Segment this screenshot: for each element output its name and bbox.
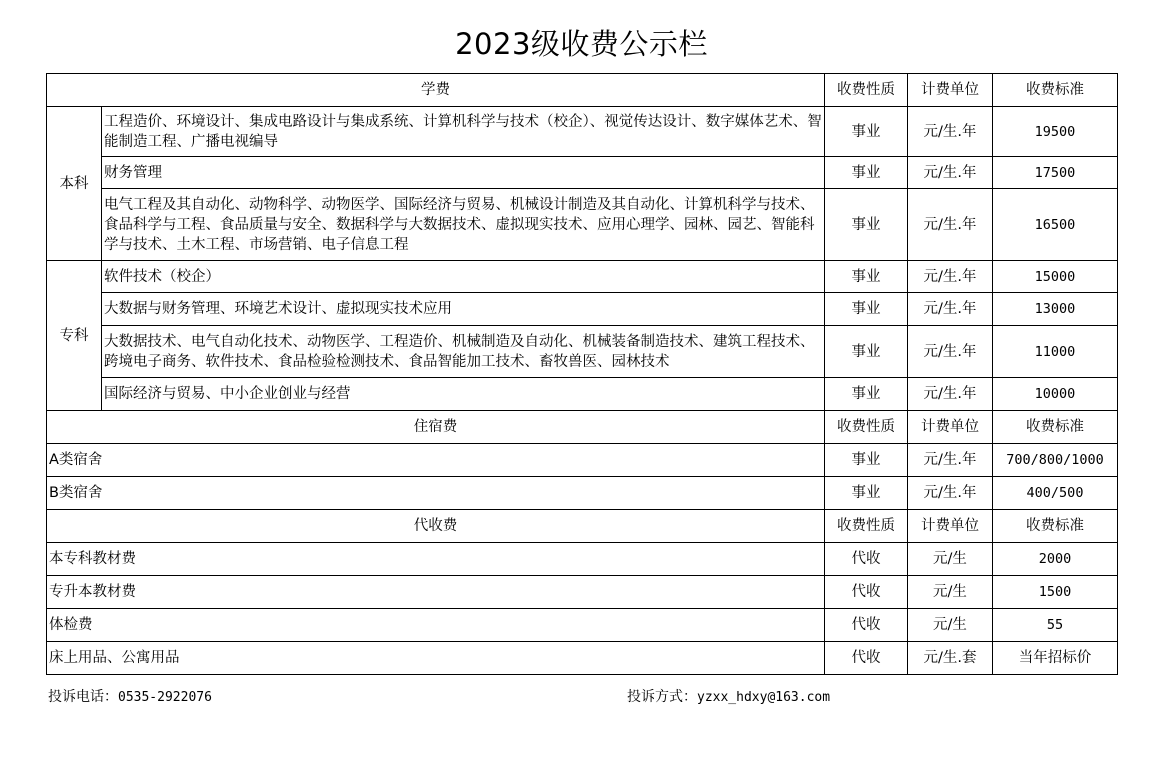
item-name: 床上用品、公寓用品 [47, 642, 825, 675]
fee-nature: 代收 [825, 609, 908, 642]
fee-unit: 元/生.年 [908, 157, 993, 189]
header-nature: 收费性质 [825, 74, 908, 107]
fee-nature: 代收 [825, 576, 908, 609]
program-names: 电气工程及其自动化、动物科学、动物医学、国际经济与贸易、机械设计制造及其自动化、计算机科学与技术、食品科学与工程、食品质量与安全、数据科学与大数据技术、虚拟现实技术、应用心理学、园林、园艺、智能科学与技术、土木工程、市场营销、电子信息工程 [102, 189, 825, 261]
fee-nature: 事业 [825, 189, 908, 261]
item-name: A类宿舍 [47, 444, 825, 477]
fee-nature: 事业 [825, 157, 908, 189]
table-row [47, 293, 1118, 326]
program-names: 软件技术（校企） [102, 261, 825, 293]
item-name: 本专科教材费 [47, 543, 825, 576]
accommodation-header-row [47, 411, 1118, 444]
header-nature: 收费性质 [825, 510, 908, 543]
fee-unit: 元/生.年 [908, 189, 993, 261]
table-row [47, 609, 1118, 642]
fee-amount: 10000 [993, 378, 1118, 411]
program-names: 大数据技术、电气自动化技术、动物医学、工程造价、机械制造及自动化、机械装备制造技术、建筑工程技术、跨境电子商务、软件技术、食品检验检测技术、食品智能加工技术、畜牧兽医、园林技术 [102, 326, 825, 378]
fee-amount: 700/800/1000 [993, 444, 1118, 477]
fee-unit: 元/生 [908, 609, 993, 642]
complaint-phone [48, 687, 212, 708]
header-unit: 计费单位 [908, 411, 993, 444]
complaint-method [627, 687, 830, 708]
agency-header-label: 代收费 [47, 510, 825, 543]
fee-amount: 1500 [993, 576, 1118, 609]
complaint-phone-number: 0535-2922076 [118, 690, 212, 705]
header-fee: 收费标准 [993, 74, 1118, 107]
fee-nature: 事业 [825, 444, 908, 477]
table-row [47, 543, 1118, 576]
fee-unit: 元/生.年 [908, 378, 993, 411]
table-row [47, 157, 1118, 189]
group-label-undergraduate: 本科 [47, 107, 102, 261]
fee-nature: 事业 [825, 261, 908, 293]
complaint-phone-label: 投诉电话： [48, 689, 118, 705]
header-unit: 计费单位 [908, 510, 993, 543]
fee-unit: 元/生.年 [908, 477, 993, 510]
fee-unit: 元/生.年 [908, 444, 993, 477]
tuition-header-row [47, 74, 1118, 107]
fee-amount: 400/500 [993, 477, 1118, 510]
complaint-email: yzxx_hdxy@163.com [697, 690, 831, 705]
table-row [47, 378, 1118, 411]
fee-unit: 元/生.年 [908, 261, 993, 293]
fee-unit: 元/生.年 [908, 107, 993, 157]
fee-unit: 元/生 [908, 543, 993, 576]
fee-amount: 16500 [993, 189, 1118, 261]
fee-unit: 元/生.年 [908, 293, 993, 326]
table-row [47, 642, 1118, 675]
item-name: 专升本教材费 [47, 576, 825, 609]
table-row [47, 576, 1118, 609]
fee-unit: 元/生.套 [908, 642, 993, 675]
complaint-method-label: 投诉方式： [627, 689, 697, 705]
fee-amount: 11000 [993, 326, 1118, 378]
table-row [47, 107, 1118, 157]
fee-nature: 事业 [825, 378, 908, 411]
fee-amount: 当年招标价 [993, 642, 1118, 675]
fee-amount: 2000 [993, 543, 1118, 576]
table-row [47, 261, 1118, 293]
table-row [47, 477, 1118, 510]
fee-nature: 事业 [825, 293, 908, 326]
tuition-header-label: 学费 [47, 74, 825, 107]
header-nature: 收费性质 [825, 411, 908, 444]
group-label-junior-college: 专科 [47, 261, 102, 411]
fee-amount: 19500 [993, 107, 1118, 157]
fee-nature: 代收 [825, 543, 908, 576]
page-title: 2023级收费公示栏 [455, 27, 708, 61]
header-unit: 计费单位 [908, 74, 993, 107]
program-names: 工程造价、环境设计、集成电路设计与集成系统、计算机科学与技术（校企）、视觉传达设计、数字媒体艺术、智能制造工程、广播电视编导 [102, 107, 825, 157]
header-fee: 收费标准 [993, 411, 1118, 444]
fee-nature: 代收 [825, 642, 908, 675]
program-names: 国际经济与贸易、中小企业创业与经营 [102, 378, 825, 411]
accommodation-header-label: 住宿费 [47, 411, 825, 444]
fee-nature: 事业 [825, 107, 908, 157]
agency-header-row [47, 510, 1118, 543]
program-names: 财务管理 [102, 157, 825, 189]
table-row [47, 189, 1118, 261]
fee-unit: 元/生 [908, 576, 993, 609]
fee-amount: 13000 [993, 293, 1118, 326]
fee-amount: 55 [993, 609, 1118, 642]
header-fee: 收费标准 [993, 510, 1118, 543]
table-row [47, 444, 1118, 477]
fee-unit: 元/生.年 [908, 326, 993, 378]
fee-amount: 15000 [993, 261, 1118, 293]
fee-nature: 事业 [825, 477, 908, 510]
fee-nature: 事业 [825, 326, 908, 378]
table-row [47, 326, 1118, 378]
program-names: 大数据与财务管理、环境艺术设计、虚拟现实技术应用 [102, 293, 825, 326]
item-name: 体检费 [47, 609, 825, 642]
fee-table [46, 73, 1118, 675]
fee-amount: 17500 [993, 157, 1118, 189]
item-name: B类宿舍 [47, 477, 825, 510]
